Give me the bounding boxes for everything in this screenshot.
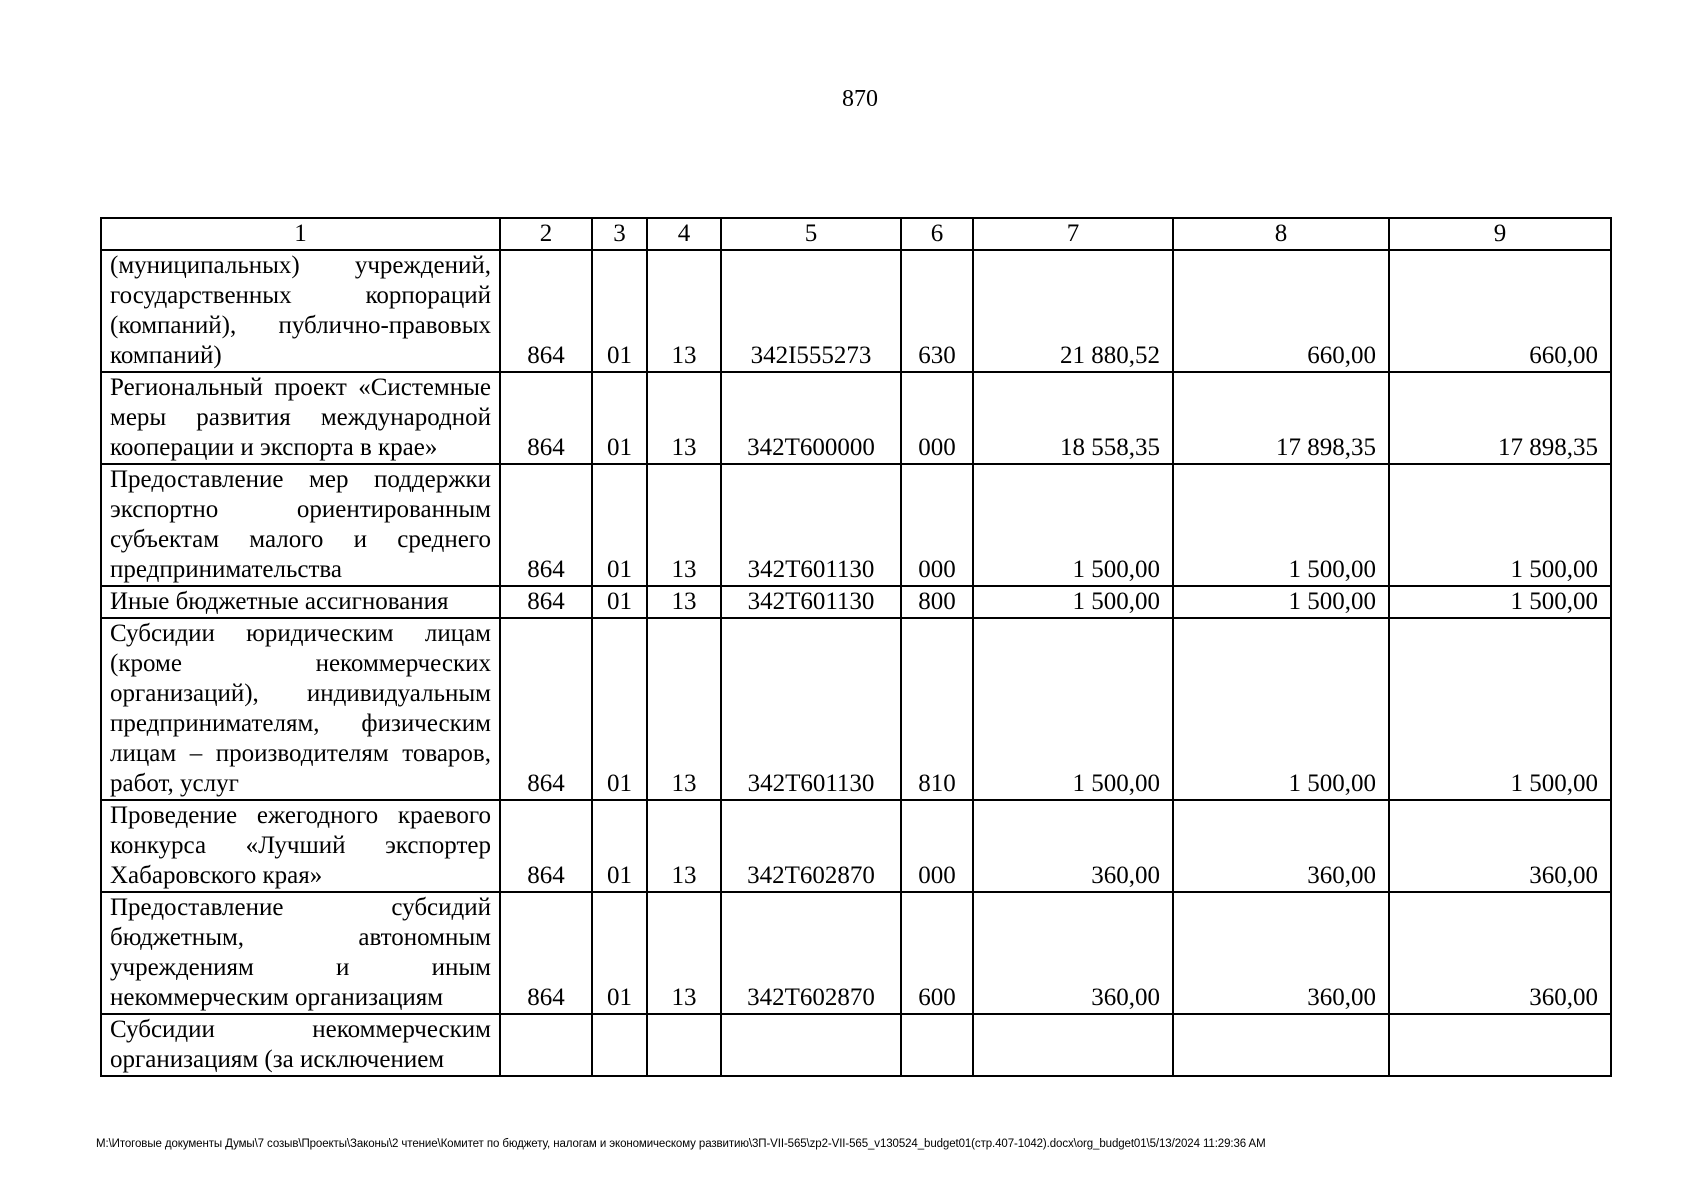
- table-row: [101, 250, 1611, 372]
- cell-amount-7: 360,00: [973, 892, 1173, 1014]
- cell-section: 01: [592, 250, 647, 372]
- cell-ministry-code: 864: [500, 586, 592, 618]
- cell-ministry-code: 864: [500, 372, 592, 464]
- page-number: 870: [842, 86, 878, 112]
- budget-table: [100, 217, 1612, 1077]
- row-name: Субсидии некоммерческим организациям (за исключением: [101, 1014, 500, 1076]
- column-header: 8: [1173, 218, 1389, 250]
- cell-target-article: 342I555273: [721, 250, 901, 372]
- cell-subsection: 13: [647, 464, 721, 586]
- column-header: 1: [101, 218, 500, 250]
- cell-amount-7: 1 500,00: [973, 464, 1173, 586]
- table-header-row: [101, 218, 1611, 250]
- cell-expense-type: 000: [901, 800, 973, 892]
- row-name: Предоставление мер поддержки экспортно ориентированным субъектам малого и среднего предпринимательства: [101, 464, 500, 586]
- cell-amount-9: 360,00: [1389, 800, 1611, 892]
- cell-section: [592, 1014, 647, 1076]
- cell-target-article: 342Т600000: [721, 372, 901, 464]
- cell-amount-8: 360,00: [1173, 800, 1389, 892]
- column-header: 6: [901, 218, 973, 250]
- cell-target-article: 342Т601130: [721, 464, 901, 586]
- cell-subsection: 13: [647, 892, 721, 1014]
- cell-section: 01: [592, 618, 647, 800]
- cell-amount-9: 17 898,35: [1389, 372, 1611, 464]
- cell-subsection: [647, 1014, 721, 1076]
- cell-section: 01: [592, 464, 647, 586]
- cell-amount-7: [973, 1014, 1173, 1076]
- column-header: 7: [973, 218, 1173, 250]
- row-name: Проведение ежегодного краевого конкурса «Лучший экспортер Хабаровского края»: [101, 800, 500, 892]
- cell-section: 01: [592, 372, 647, 464]
- column-header: 5: [721, 218, 901, 250]
- cell-amount-7: 1 500,00: [973, 618, 1173, 800]
- column-header: 4: [647, 218, 721, 250]
- cell-expense-type: 630: [901, 250, 973, 372]
- cell-expense-type: 600: [901, 892, 973, 1014]
- cell-expense-type: 000: [901, 372, 973, 464]
- cell-target-article: [721, 1014, 901, 1076]
- cell-ministry-code: 864: [500, 892, 592, 1014]
- cell-section: 01: [592, 586, 647, 618]
- cell-amount-8: 17 898,35: [1173, 372, 1389, 464]
- column-header: 2: [500, 218, 592, 250]
- row-name: Иные бюджетные ассигнования: [101, 586, 500, 618]
- table-row: [101, 892, 1611, 1014]
- row-name: Предоставление субсидий бюджетным, автономным учреждениям и иным некоммерческим организациям: [101, 892, 500, 1014]
- row-name: Региональный проект «Системные меры развития международной кооперации и экспорта в крае»: [101, 372, 500, 464]
- cell-ministry-code: 864: [500, 250, 592, 372]
- cell-amount-9: 1 500,00: [1389, 618, 1611, 800]
- cell-amount-7: 1 500,00: [973, 586, 1173, 618]
- row-name: Субсидии юридическим лицам (кроме некоммерческих организаций), индивидуальным предпринимателям, физическим лицам – производителям товаров, работ, услуг: [101, 618, 500, 800]
- cell-amount-8: 1 500,00: [1173, 586, 1389, 618]
- footer-file-path: M:\Итоговые документы Думы\7 созыв\Проекты\Законы\2 чтение\Комитет по бюджету, налогам и экономическому развитию\3П-VII-565\zp2-VII-565_v130524_budget01(стр.407-1042).docx\org_budget01\5/13/2024 11:29:36 AM: [96, 1138, 1266, 1150]
- cell-amount-9: 360,00: [1389, 892, 1611, 1014]
- cell-amount-8: 360,00: [1173, 892, 1389, 1014]
- row-name: (муниципальных) учреждений, государственных корпораций (компаний), публично-правовых компаний): [101, 250, 500, 372]
- cell-amount-9: [1389, 1014, 1611, 1076]
- column-header: 9: [1389, 218, 1611, 250]
- cell-amount-7: 21 880,52: [973, 250, 1173, 372]
- cell-expense-type: 810: [901, 618, 973, 800]
- table-row: [101, 464, 1611, 586]
- cell-expense-type: 000: [901, 464, 973, 586]
- cell-amount-8: 1 500,00: [1173, 618, 1389, 800]
- cell-subsection: 13: [647, 372, 721, 464]
- cell-amount-9: 1 500,00: [1389, 464, 1611, 586]
- cell-ministry-code: 864: [500, 464, 592, 586]
- cell-amount-8: 1 500,00: [1173, 464, 1389, 586]
- cell-section: 01: [592, 800, 647, 892]
- cell-amount-9: 660,00: [1389, 250, 1611, 372]
- cell-subsection: 13: [647, 800, 721, 892]
- cell-amount-7: 360,00: [973, 800, 1173, 892]
- cell-amount-7: 18 558,35: [973, 372, 1173, 464]
- cell-subsection: 13: [647, 618, 721, 800]
- cell-amount-8: 660,00: [1173, 250, 1389, 372]
- cell-section: 01: [592, 892, 647, 1014]
- cell-amount-9: 1 500,00: [1389, 586, 1611, 618]
- table-row: [101, 618, 1611, 800]
- table-row: [101, 800, 1611, 892]
- cell-amount-8: [1173, 1014, 1389, 1076]
- cell-ministry-code: 864: [500, 800, 592, 892]
- table-row: [101, 1014, 1611, 1076]
- cell-ministry-code: [500, 1014, 592, 1076]
- cell-target-article: 342Т602870: [721, 800, 901, 892]
- table-row: [101, 372, 1611, 464]
- cell-target-article: 342Т602870: [721, 892, 901, 1014]
- table-row: [101, 586, 1611, 618]
- cell-expense-type: 800: [901, 586, 973, 618]
- cell-target-article: 342Т601130: [721, 586, 901, 618]
- cell-subsection: 13: [647, 250, 721, 372]
- cell-ministry-code: 864: [500, 618, 592, 800]
- cell-expense-type: [901, 1014, 973, 1076]
- column-header: 3: [592, 218, 647, 250]
- cell-subsection: 13: [647, 586, 721, 618]
- cell-target-article: 342Т601130: [721, 618, 901, 800]
